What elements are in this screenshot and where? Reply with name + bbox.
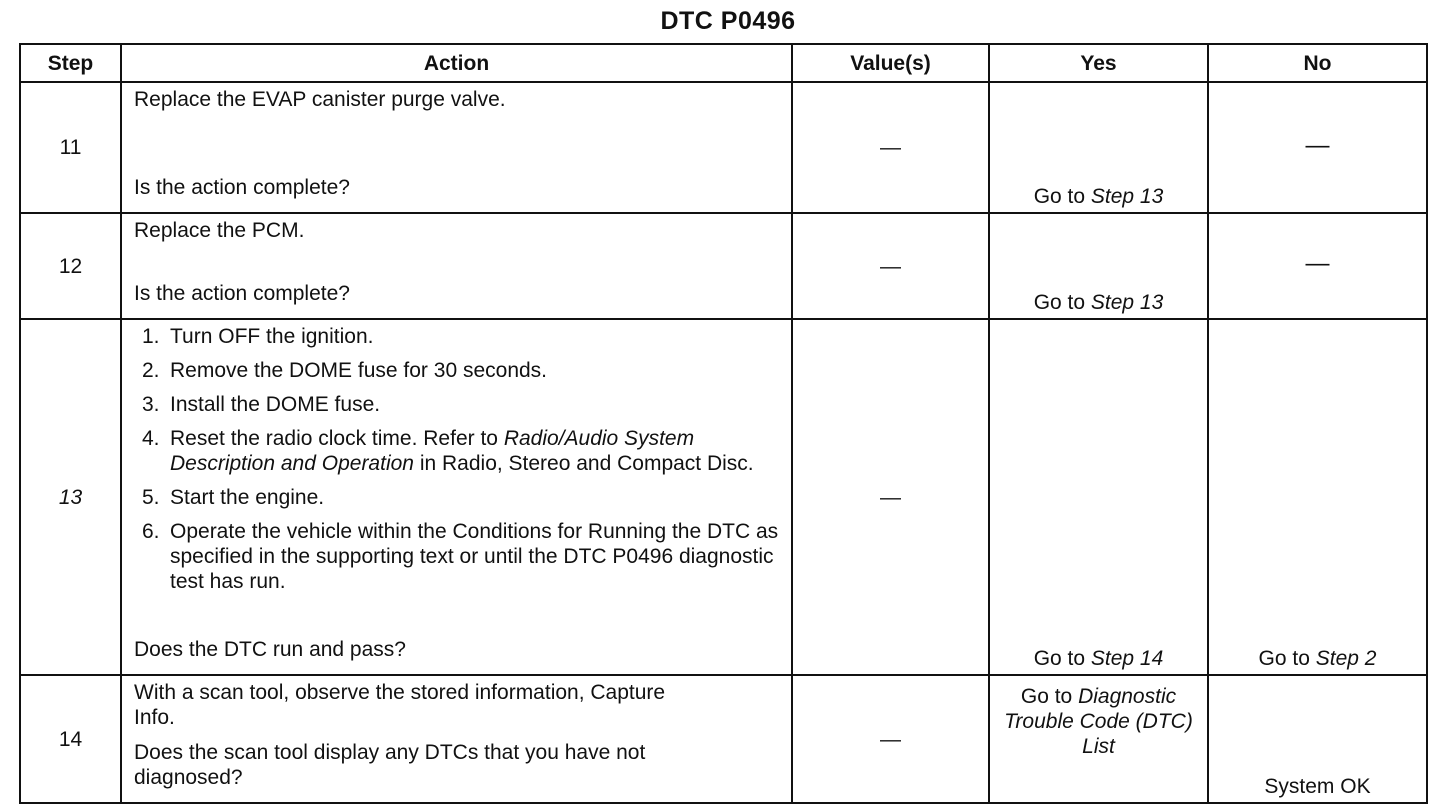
no-result: — [1305, 131, 1330, 159]
step-link[interactable]: Step 13 [1090, 185, 1164, 208]
yes-result[interactable]: Go to Step 13 [1033, 185, 1164, 208]
action-question: Is the action complete? [134, 176, 350, 199]
diagnostic-table [19, 43, 1428, 804]
step-number: 11 [20, 82, 121, 213]
list-item: 6. Operate the vehicle within the Conditions for Running the DTC as specified in the supporting text or until the DTC P0496 diagnostic test has run. [142, 520, 779, 593]
yes-cell [989, 319, 1208, 675]
header-action: Action [121, 44, 792, 82]
value-cell: — [792, 82, 989, 213]
header-step: Step [20, 44, 121, 82]
header-values: Value(s) [792, 44, 989, 82]
yes-cell [989, 82, 1208, 213]
step-link[interactable]: Step 13 [1090, 291, 1164, 314]
table-row [20, 213, 1427, 319]
reference-link[interactable]: Radio/Audio System Description and Operation [170, 427, 695, 475]
list-item: 3. Install the DOME fuse. [142, 393, 381, 416]
yes-result[interactable]: Go to Step 13 [1033, 291, 1164, 314]
no-result: — [1305, 250, 1330, 277]
no-cell [1208, 82, 1427, 213]
list-item: 5. Start the engine. [142, 486, 325, 509]
table-row [20, 82, 1427, 213]
dtc-list-link[interactable]: Diagnostic Trouble Code (DTC) List [1004, 685, 1193, 758]
page-title: DTC P0496 [660, 7, 796, 35]
action-question: Is the action complete? [134, 282, 350, 305]
procedure-list [134, 324, 779, 594]
yes-result[interactable]: Go to Diagnostic Trouble Code (DTC) List [1004, 685, 1193, 758]
step-number: 12 [20, 213, 121, 319]
step-link[interactable]: Step 14 [1090, 647, 1164, 670]
action-cell [121, 675, 792, 803]
yes-result[interactable]: Go to Step 14 [1033, 647, 1164, 670]
step-link[interactable]: Step 2 [1315, 647, 1377, 670]
value-cell: — [792, 213, 989, 319]
no-result[interactable]: Go to Step 2 [1258, 647, 1377, 670]
table-row [20, 675, 1427, 803]
action-question: Does the DTC run and pass? [134, 638, 406, 661]
action-question: Does the scan tool display any DTCs that you have not diagnosed? [134, 741, 646, 789]
header-yes: Yes [989, 44, 1208, 82]
no-cell [1208, 213, 1427, 319]
no-result: System OK [1264, 775, 1371, 798]
table-row [20, 319, 1427, 675]
no-cell [1208, 319, 1427, 675]
yes-cell [989, 213, 1208, 319]
value-cell: — [792, 675, 989, 803]
action-cell [121, 319, 792, 675]
no-cell [1208, 675, 1427, 803]
action-cell [121, 82, 792, 213]
step-number: 13 [20, 319, 121, 675]
list-item: 4. Reset the radio clock time. Refer to Radio/Audio System Description and Operation in Radio, Stereo and Compact Disc. [142, 427, 754, 475]
action-text: Replace the PCM. [134, 219, 305, 242]
table-header-row [20, 44, 1427, 82]
list-item: 2. Remove the DOME fuse for 30 seconds. [142, 359, 548, 382]
yes-cell [989, 675, 1208, 803]
value-cell: — [792, 319, 989, 675]
action-text: Replace the EVAP canister purge valve. [134, 88, 506, 111]
step-number: 14 [20, 675, 121, 803]
action-cell [121, 213, 792, 319]
header-no: No [1208, 44, 1427, 82]
action-text: With a scan tool, observe the stored information, Capture Info. [134, 681, 666, 729]
list-item: 1. Turn OFF the ignition. [142, 325, 374, 348]
